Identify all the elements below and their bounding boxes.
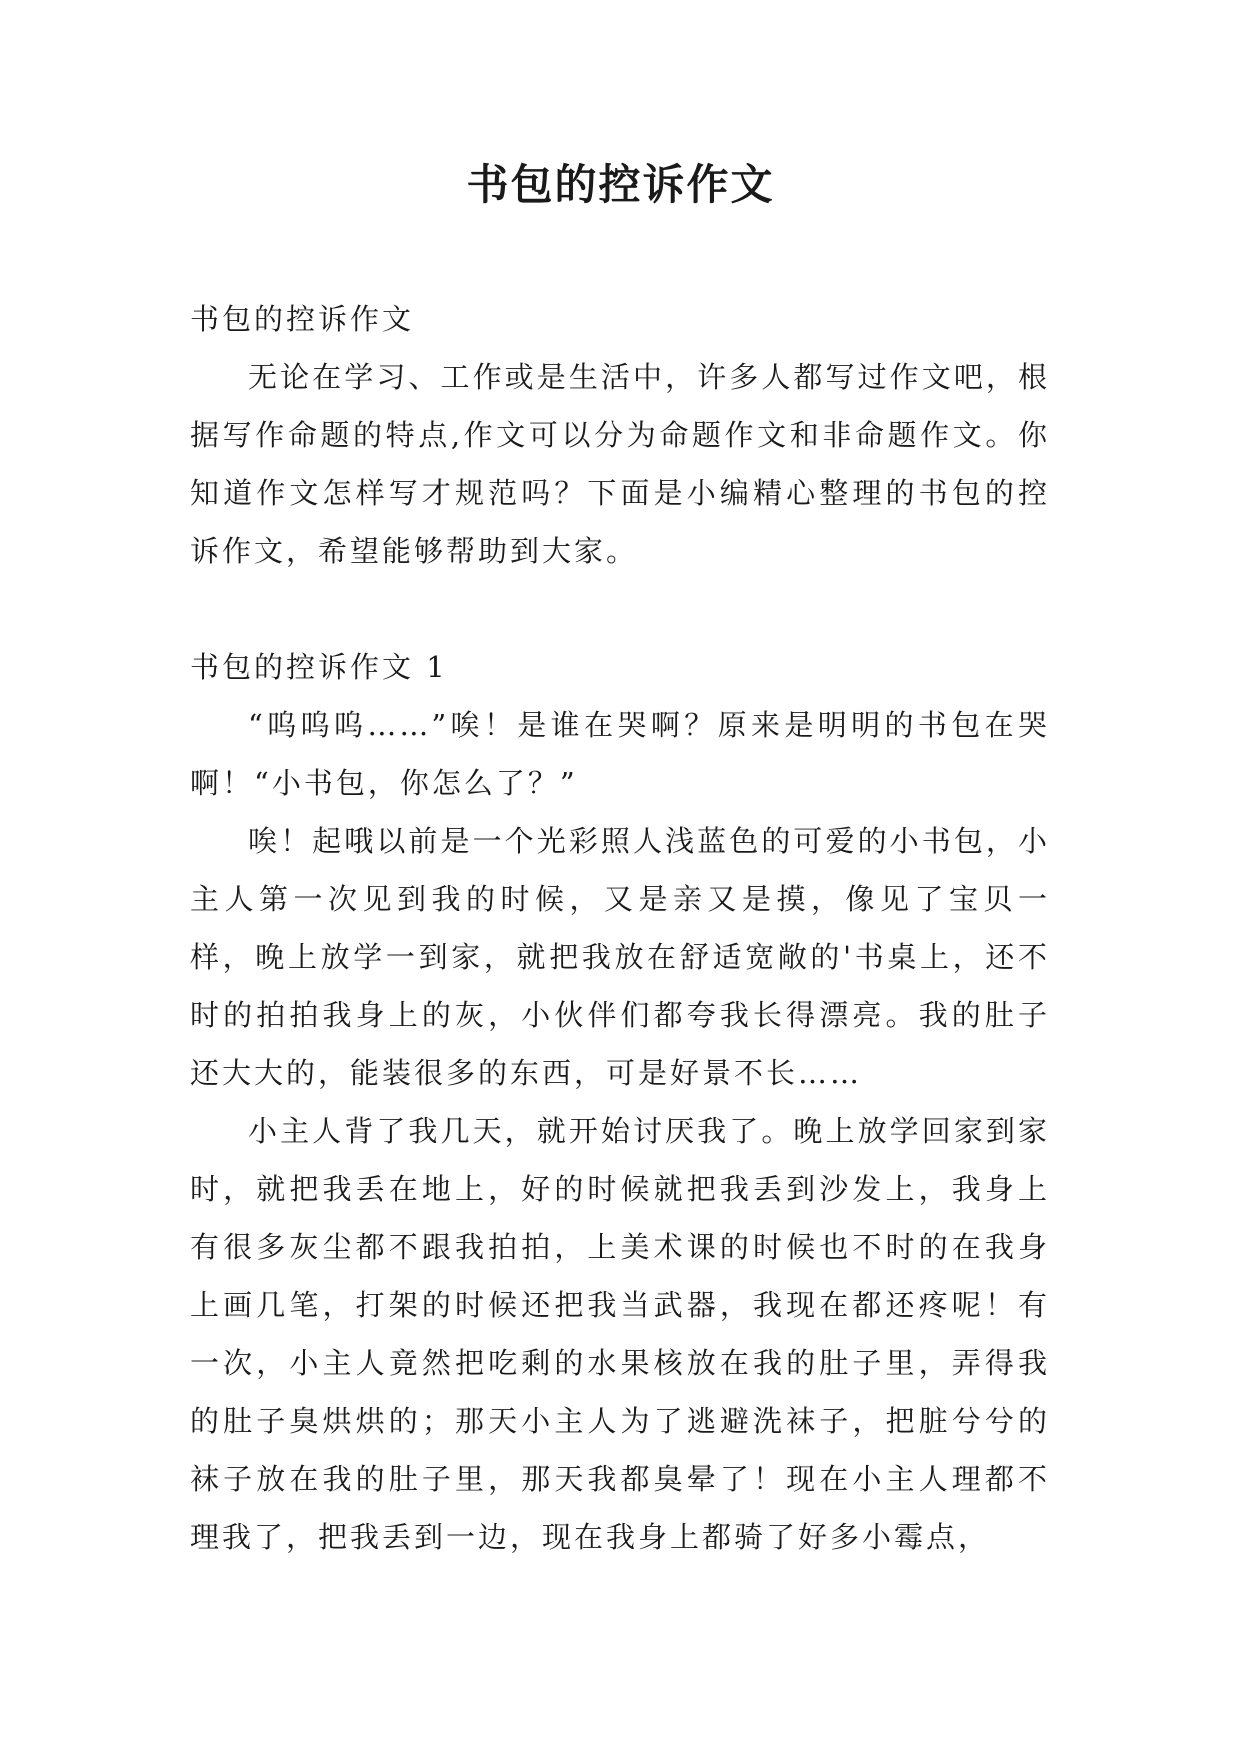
intro-paragraph: 无论在学习、工作或是生活中，许多人都写过作文吧，根据写作命题的特点,作文可以分为命题作文和非命题作文。你知道作文怎样写才规范吗？下面是小编精心整理的书包的控诉作文，希望能够帮助到大家。 [190,360,1050,568]
body-paragraph: “呜呜呜……”唉！是谁在哭啊？原来是明明的书包在哭啊！“小书包，你怎么了？” [190,708,1050,800]
document-title: 书包的控诉作文 [466,160,775,209]
section-spacer [190,580,1050,638]
intro-heading: 书包的控诉作文 [190,302,415,336]
body-paragraph: 小主人背了我几天，就开始讨厌我了。晚上放学回家到家时，就把我丢在地上，好的时候就把我丢到沙发上，我身上有很多灰尘都不跟我拍拍，上美术课的时候也不时的在我身上画几笔，打架的时候还把我当武器，我现在都还疼呢！有一次，小主人竟然把吃剩的水果核放在我的肚子里，弄得我的肚子臭烘烘的；那天小主人为了逃避洗袜子，把脏兮兮的袜子放在我的肚子里，那天我都臭晕了！现在小主人理都不理我了，把我丢到一边，现在我身上都骑了好多小霉点， [190,1114,1050,1554]
document-body [190,290,1050,1566]
body-paragraph: 唉！起哦以前是一个光彩照人浅蓝色的可爱的小书包，小主人第一次见到我的时候，又是亲又是摸，像见了宝贝一样，晚上放学一到家，就把我放在舒适宽敞的'书桌上，还不时的拍拍我身上的灰，小伙伴们都夸我长得漂亮。我的肚子还大大的，能装很多的东西，可是好景不长…… [190,824,1050,1090]
section-heading: 书包的控诉作文 1 [190,650,448,684]
